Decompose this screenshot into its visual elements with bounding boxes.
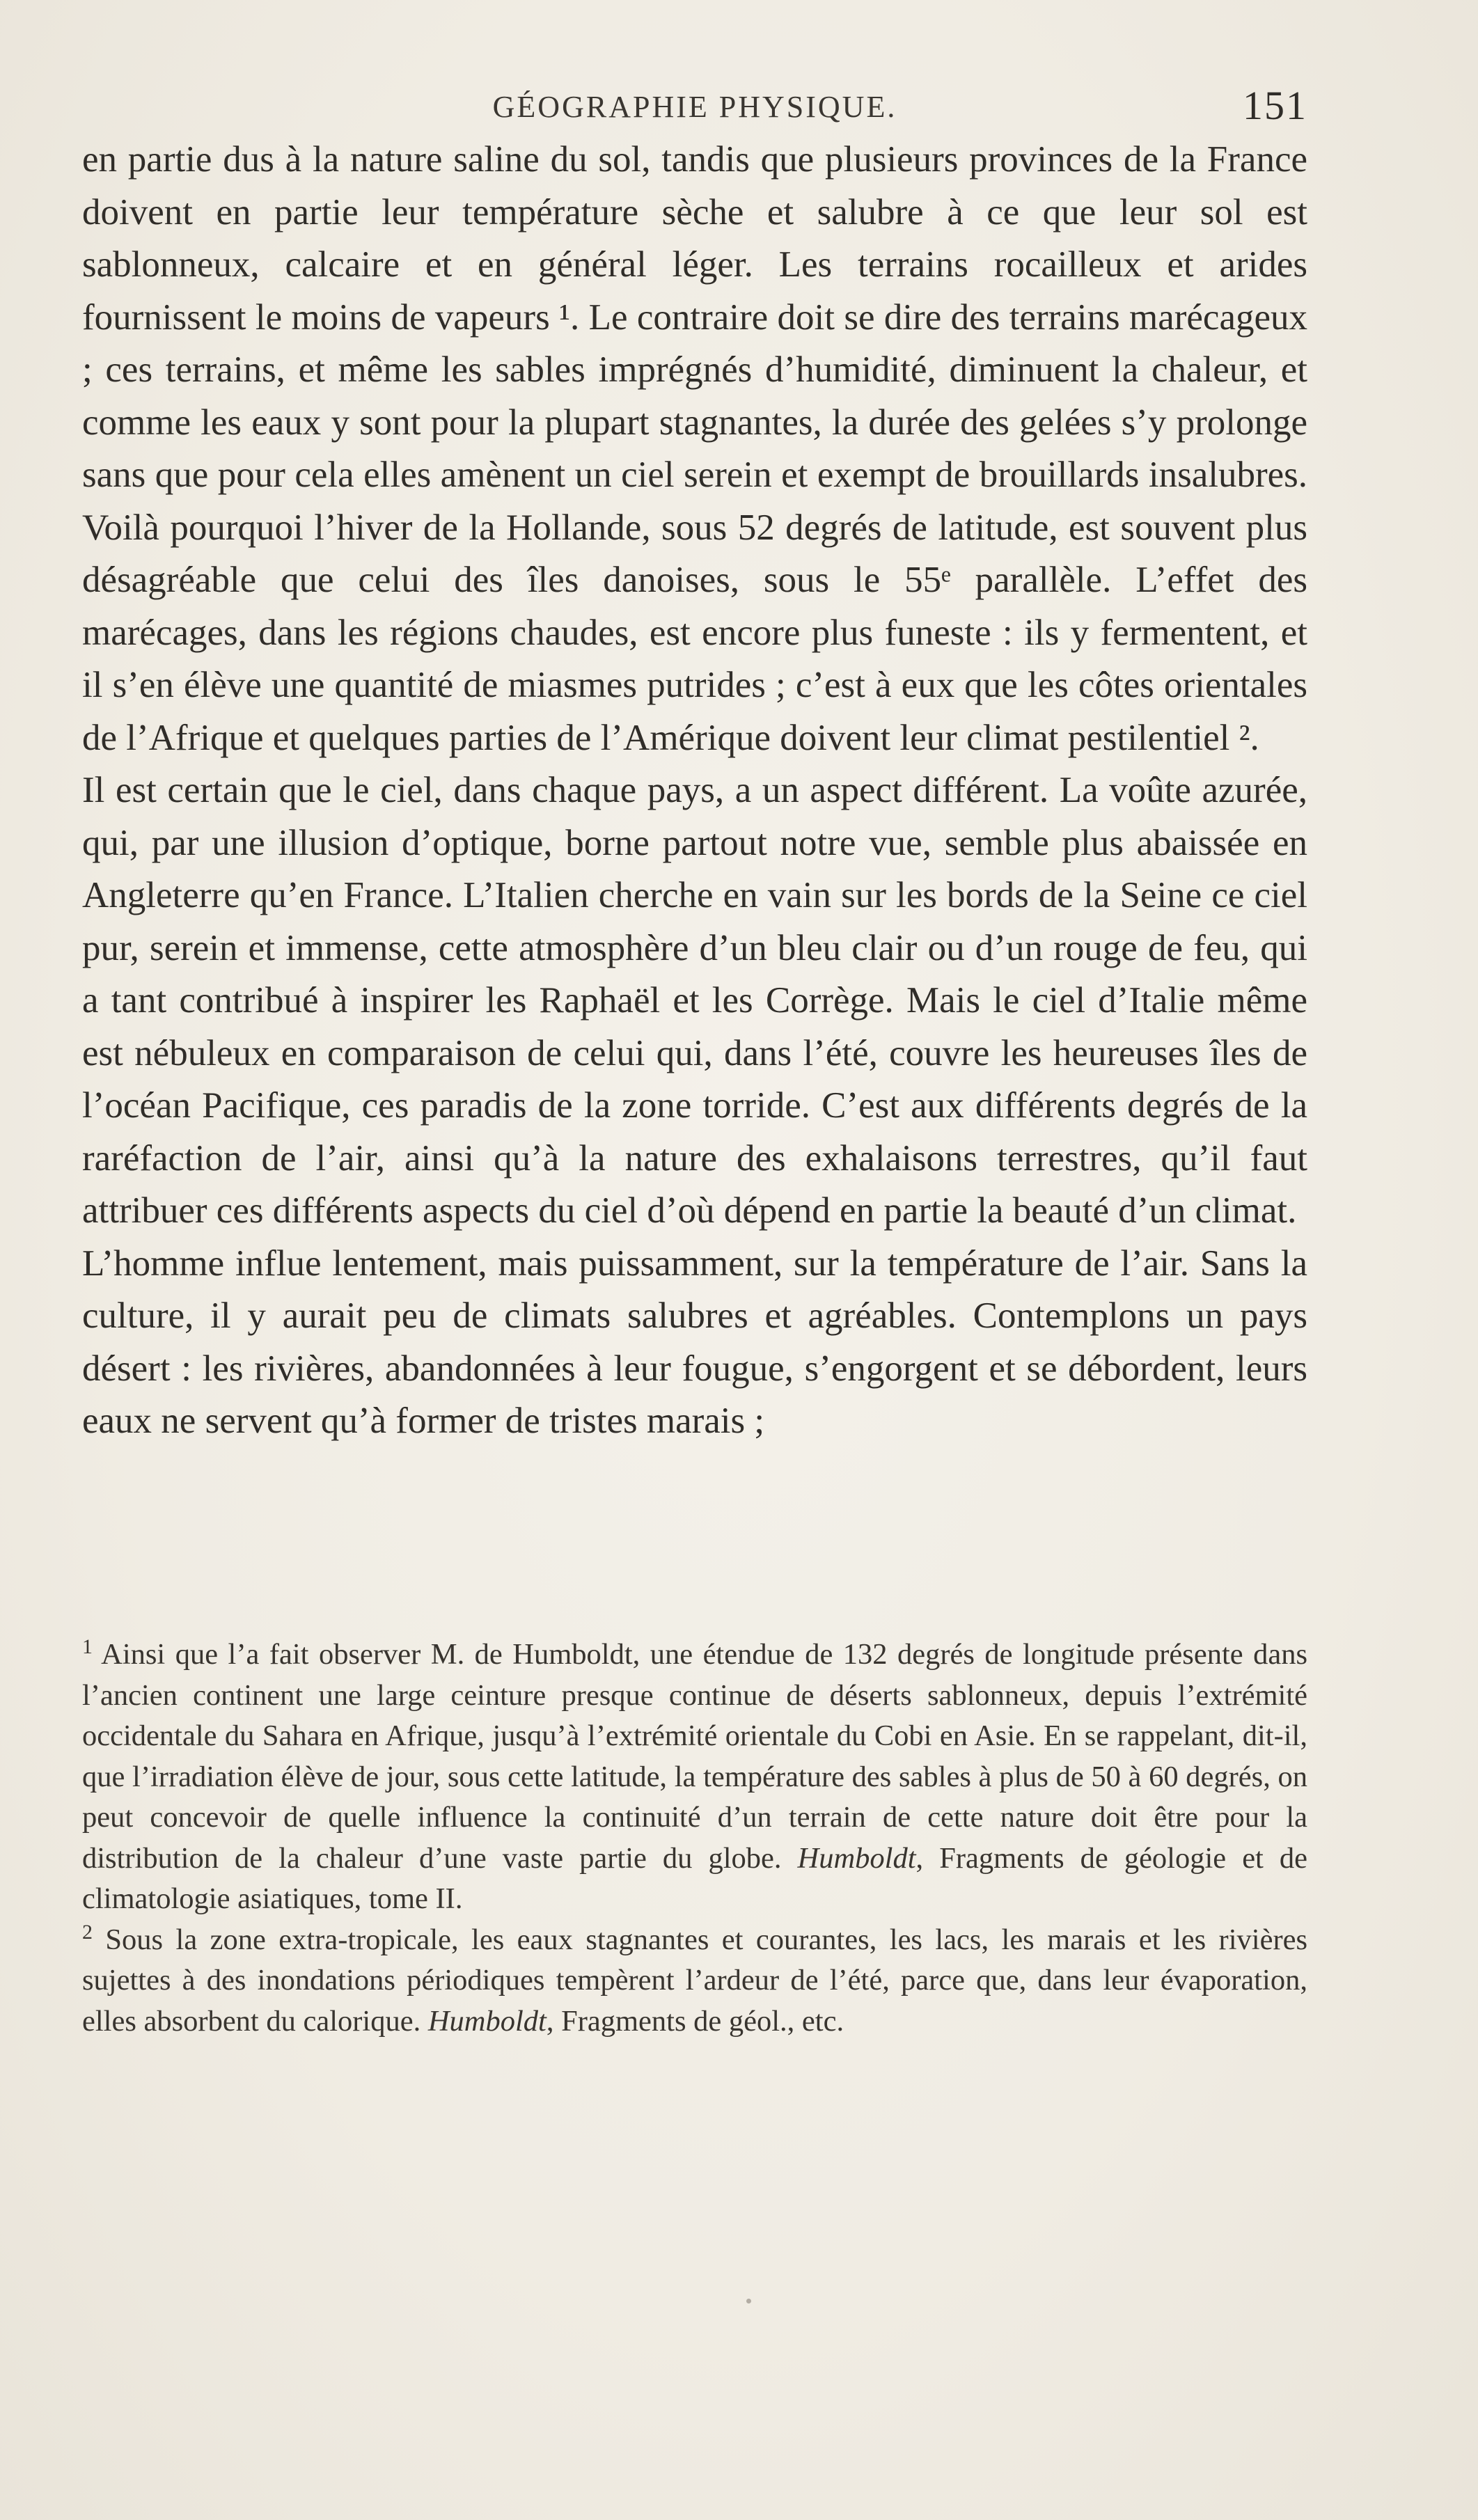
page-header xyxy=(82,77,1307,139)
footnote-reference: , Fragments de géol., etc. xyxy=(546,2004,844,2038)
footnote-author: Humboldt xyxy=(427,2004,547,2038)
footnote xyxy=(82,1920,1307,2042)
page-number: 151 xyxy=(1243,83,1307,128)
footnotes xyxy=(82,1635,1307,2042)
footnote-text: Sous la zone extra-tropicale, les eaux stagnantes et courantes, les lacs, les marais et les rivières sujettes à des inondations périodiques tempèrent l’ardeur de l’été, parce que, dans leur évaporation, elles absorbent du calorique. xyxy=(82,1923,1307,2038)
paragraph: en partie dus à la nature saline du sol, tandis que plusieurs provinces de la France doivent en partie leur température sèche et salubre à ce que leur sol est sablonneux, calcaire et en général léger. Les terrains rocailleux et arides fournissent le moins de vapeurs ¹. Le contraire doit se dire des terrains marécageux ; ces terrains, et même les sables imprégnés d’humidité, diminuent la chaleur, et comme les eaux y sont pour la plupart stagnantes, la durée des gelées s’y prolonge sans que pour cela elles amènent un ciel serein et exempt de brouillards insalubres. Voilà pourquoi l’hiver de la Hollande, sous 52 degrés de latitude, est souvent plus désagréable que celui des îles danoises, sous le 55ᵉ parallèle. L’effet des marécages, dans les régions chaudes, est encore plus funeste : ils y fermentent, et il s’en élève une quantité de miasmes putrides ; c’est à eux que les côtes orientales de l’Afrique et quelques parties de l’Amérique doivent leur climat pestilentiel ². xyxy=(82,139,1307,758)
paragraph: Il est certain que le ciel, dans chaque pays, a un aspect différent. La voûte azurée, qui, par une illusion d’optique, borne partout notre vue, semble plus abaissée en Angleterre qu’en France. L’Italien cherche en vain sur les bords de la Seine ce ciel pur, serein et immense, cette atmosphère d’un bleu clair ou d’un rouge de feu, qui a tant contribué à inspirer les Raphaël et les Corrège. Mais le ciel d’Italie même est nébuleux en comparaison de celui qui, dans l’été, couvre les heureuses îles de l’océan Pacifique, ces paradis de la zone torride. C’est aux différents degrés de la raréfaction de l’air, ainsi qu’à la nature des exhalaisons terrestres, qu’il faut attribuer ces différents aspects du ciel d’où dépend en partie la beauté d’un climat. xyxy=(82,770,1307,1231)
footnote-author: Humboldt xyxy=(797,1841,916,1875)
paper-speck xyxy=(746,2299,751,2304)
footnote-mark: 1 xyxy=(82,1635,93,1658)
paragraph: L’homme influe lentement, mais puissamment, sur la température de l’air. Sans la culture, il y aurait peu de climats salubres et agréables. Contemplons un pays désert : les rivières, abandonnées à leur fougue, s’engorgent et se débordent, leurs eaux ne servent qu’à former de tristes marais ; xyxy=(82,1243,1307,1441)
main-text xyxy=(82,134,1307,1448)
footnote-text: Ainsi que l’a fait observer M. de Humboldt, une étendue de 132 degrés de longitude présente dans l’ancien continent une large ceinture presque continue de déserts sablonneux, depuis l’extrémité occidentale du Sahara en Afrique, jusqu’à l’extrémité orientale du Cobi en Asie. En se rappelant, dit-il, que l’irradiation élève de jour, sous cette latitude, la température des sables à plus de 50 à 60 degrés, on peut concevoir de quelle influence la continuité d’un terrain de cette nature doit être pour la distribution de la chaleur d’une vaste partie du globe. xyxy=(82,1638,1307,1875)
running-title: GÉOGRAPHIE PHYSIQUE. xyxy=(492,90,897,124)
footnote-reference: , Fragments de géologie et de climatologie asiatiques, tome II. xyxy=(82,1841,1308,1915)
footnote xyxy=(82,1635,1307,1920)
footnote-mark: 2 xyxy=(82,1920,93,1944)
